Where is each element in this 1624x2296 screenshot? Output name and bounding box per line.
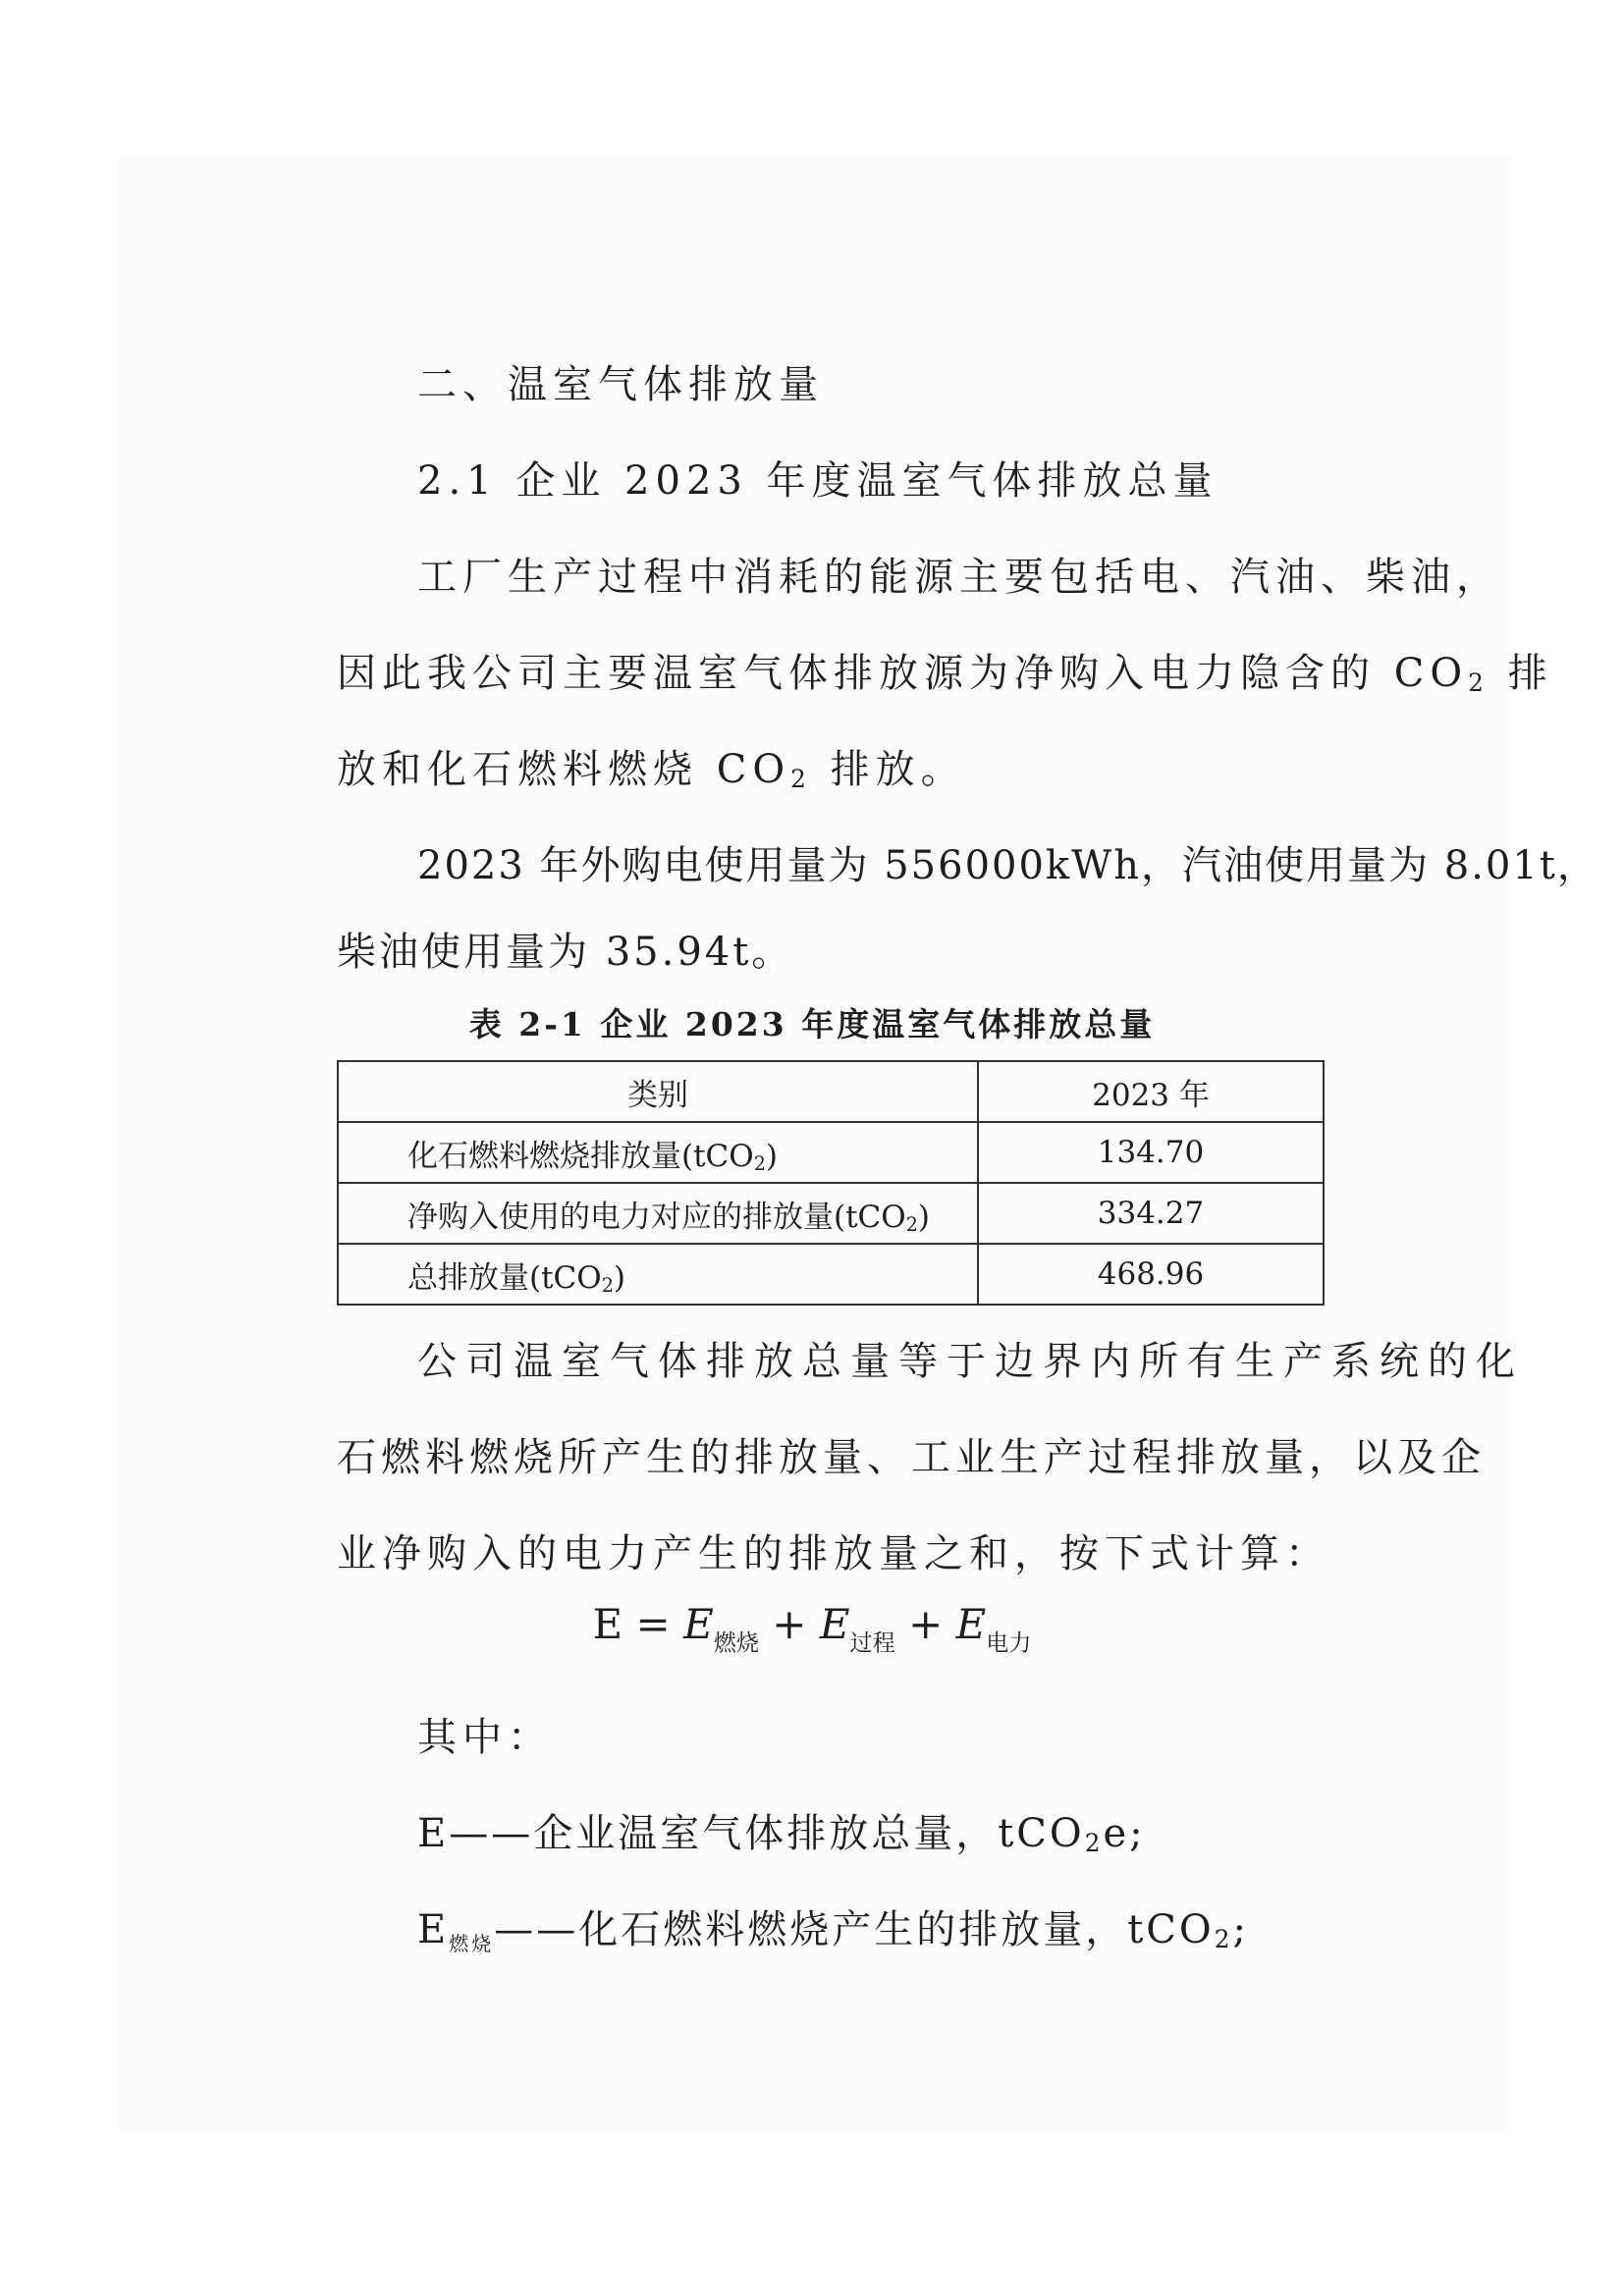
table-header-row [338,1061,1324,1122]
paragraph-1-line-1: 工厂生产过程中消耗的能源主要包括电、汽油、柴油， [417,555,1501,600]
row-label: 化石燃料燃烧排放量(tCO$_2$) [338,1122,978,1183]
paragraph-1-line-3: 放和化石燃料燃烧 CO2 排放。 [337,747,966,793]
where-label: 其中： [417,1715,553,1760]
table-caption: 表 2-1 企业 2023 年度温室气体排放总量 [468,1005,1156,1043]
row-value: 134.70 [978,1122,1324,1183]
header-category: 类别 [338,1061,978,1122]
paragraph-2-line-2: 柴油使用量为 35.94t。 [337,930,794,975]
table-row [338,1122,1324,1183]
emission-formula: $E = E_{燃烧} + E_{过程} + E_{电力}$ [592,1600,1032,1657]
row-value: 468.96 [978,1244,1324,1305]
row-label: 总排放量(tCO$_2$) [338,1244,978,1305]
definition-e-combustion: $E_{燃烧}——$化石燃料燃烧产生的排放量，tCO2; [417,1907,1249,1955]
subsection-heading: 2.1 企业 2023 年度温室气体排放总量 [417,458,1218,504]
table-row [338,1183,1324,1244]
section-heading: 二、温室气体排放量 [417,362,824,407]
row-label: 净购入使用的电力对应的排放量(tCO$_2$) [338,1183,978,1244]
row-value: 334.27 [978,1183,1324,1244]
paragraph-2-line-1: 2023 年外购电使用量为 556000kWh，汽油使用量为 8.01t， [417,843,1598,888]
paragraph-3-line-1: 公司温室气体排放总量等于边界内所有生产系统的化 [417,1339,1524,1384]
paragraph-3-line-2: 石燃料燃烧所产生的排放量、工业生产过程排放量，以及企 [337,1435,1486,1480]
header-year: 2023 年 [978,1061,1324,1122]
definition-e: E——企业温室气体排放总量，tCO2e; [417,1811,1146,1857]
table-row [338,1244,1324,1305]
emissions-table [337,1060,1325,1306]
paragraph-3-line-3: 业净购入的电力产生的排放量之和，按下式计算： [337,1531,1330,1576]
paragraph-1-line-2: 因此我公司主要温室气体排放源为净购入电力隐含的 CO2 排 [337,651,1553,697]
